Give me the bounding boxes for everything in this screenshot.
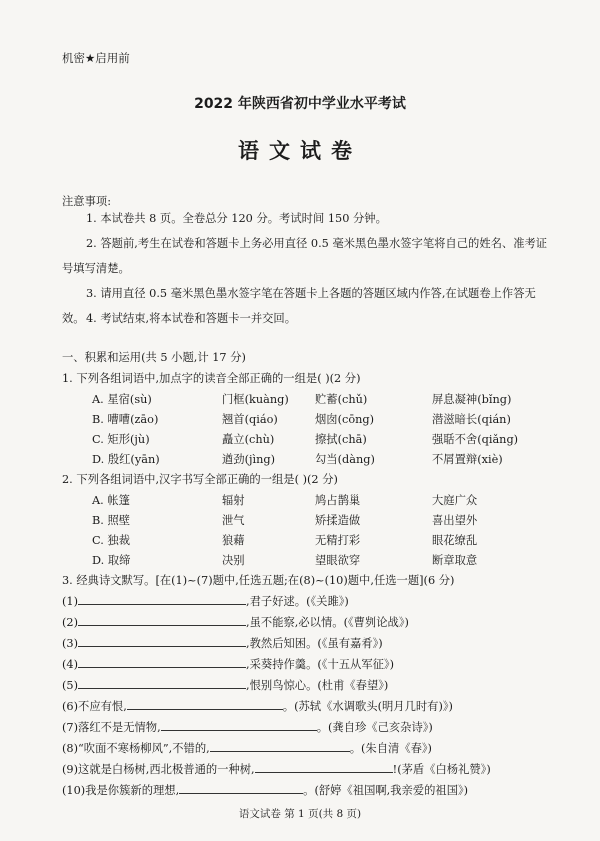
poem-line-before: 落红不是无情物,	[78, 721, 161, 734]
poem-line-after: ,君子好逑。(《关雎》)	[246, 595, 349, 608]
note-item: 2. 答题前,考生在试卷和答题卡上务必用直径 0.5 毫米黑色墨水签字笔将自己的姓名、准考证号填写清楚。	[62, 237, 548, 275]
poem-line-number: (8)	[62, 742, 79, 755]
q2-option-a-1: A. 帐篷	[92, 494, 130, 507]
poem-line-number: (6)	[62, 700, 79, 713]
poem-line-after: ,教然后知困。(《虽有嘉肴》)	[246, 637, 383, 650]
subject-title: 语文试卷	[238, 139, 362, 163]
q2-option-b-3: 矫揉造做	[315, 514, 361, 527]
answer-blank[interactable]	[78, 594, 246, 605]
poem-line-number: (7)	[62, 721, 79, 734]
poem-line	[62, 698, 453, 714]
q1-option-a-4: 屏息凝神(bǐng)	[432, 393, 512, 406]
note-item: 3. 请用直径 0.5 毫米黑色墨水签字笔在答题卡上各题的答题区域内作答,在试题卷上作答无效。	[62, 287, 536, 325]
answer-blank[interactable]	[127, 699, 283, 710]
poem-line-before: 我是你簇新的理想,	[85, 784, 180, 797]
q1-option-d-1: D. 殷红(yān)	[92, 453, 160, 466]
poem-line-number: (2)	[62, 616, 79, 629]
q1-option-a-2: 门框(kuàng)	[222, 393, 289, 406]
q1-option-d-4: 不屑置辩(xiè)	[432, 453, 503, 466]
poem-line	[62, 782, 468, 798]
q2-option-c-3: 无精打彩	[315, 534, 361, 547]
poem-line-number: (9)	[62, 763, 79, 776]
q1-option-b-4: 潜滋暗长(qián)	[432, 413, 511, 426]
poem-line	[62, 656, 394, 672]
q2-option-a-2: 辐射	[222, 494, 245, 507]
q1-option-b-2: 翘首(qiáo)	[222, 413, 278, 426]
q2-option-b-1: B. 照壁	[92, 514, 131, 527]
answer-blank[interactable]	[78, 636, 246, 647]
q1-option-a-3: 贮蓄(chǔ)	[315, 393, 368, 406]
answer-blank[interactable]	[161, 720, 317, 731]
q2-option-a-4: 大庭广众	[432, 494, 478, 507]
answer-blank[interactable]	[210, 741, 350, 752]
q2-option-c-2: 狼藉	[222, 534, 245, 547]
answer-blank[interactable]	[179, 783, 303, 794]
q2-option-d-4: 断章取意	[432, 554, 478, 567]
q1-option-a-1: A. 星宿(sù)	[92, 393, 152, 406]
poem-line-before: 不应有恨,	[78, 700, 127, 713]
answer-blank[interactable]	[78, 678, 246, 689]
question-1-stem: 1. 下列各组词语中,加点字的读音全部正确的一组是( )(2 分)	[62, 372, 361, 385]
q2-option-a-3: 鸠占鹊巢	[315, 494, 361, 507]
poem-line-number: (5)	[62, 679, 79, 692]
poem-line-number: (4)	[62, 658, 79, 671]
poem-line-number: (1)	[62, 595, 79, 608]
note-item: 4. 考试结束,将本试卷和答题卡一并交回。	[86, 312, 297, 325]
poem-line-number: (10)	[62, 784, 86, 797]
section-heading: 一、积累和运用(共 5 小题,计 17 分)	[62, 351, 246, 364]
q2-option-b-4: 喜出望外	[432, 514, 478, 527]
q2-option-c-1: C. 独裁	[92, 534, 131, 547]
poem-line-after: ,采葵持作羹。(《十五从军征》)	[246, 658, 394, 671]
q1-option-c-4: 强聒不舍(qiǎng)	[432, 433, 519, 446]
poem-line	[62, 614, 409, 630]
page-footer: 语文试卷 第 1 页(共 8 页)	[238, 808, 362, 820]
poem-line	[62, 593, 349, 609]
q1-option-c-2: 矗立(chù)	[222, 433, 275, 446]
q2-option-d-1: D. 取缔	[92, 554, 131, 567]
q2-option-c-4: 眼花缭乱	[432, 534, 478, 547]
poem-line	[62, 635, 383, 651]
answer-blank[interactable]	[255, 762, 393, 773]
poem-line-after: 。(舒婷《祖国啊,我亲爱的祖国》)	[303, 784, 469, 797]
answer-blank[interactable]	[78, 657, 246, 668]
note-item: 1. 本试卷共 8 页。全卷总分 120 分。考试时间 150 分钟。	[86, 212, 387, 225]
q1-option-d-3: 勾当(dàng)	[315, 453, 375, 466]
poem-line-before: “吹面不寒杨柳风”,不错的,	[78, 742, 210, 755]
poem-line	[62, 761, 491, 777]
poem-line-after: ,恨别鸟惊心。(杜甫《春望》)	[246, 679, 389, 692]
poem-line-after: 。(苏轼《水调歌头(明月几时有)》)	[282, 700, 453, 713]
q1-option-b-3: 烟囱(cōng)	[315, 413, 375, 426]
question-3-stem: 3. 经典诗文默写。[在(1)~(7)题中,任选五题;在(8)~(10)题中,任选一题](6 分)	[62, 574, 455, 587]
poem-line-after: 。(朱自清《春》)	[349, 742, 432, 755]
q1-option-d-2: 遒劲(jìng)	[222, 453, 276, 466]
poem-line	[62, 719, 433, 735]
q2-option-d-2: 决别	[222, 554, 245, 567]
q1-option-c-3: 擦拭(chā)	[315, 433, 367, 446]
q2-option-d-3: 望眼欲穿	[315, 554, 361, 567]
poem-line-after: 。(龚自珍《己亥杂诗》)	[316, 721, 433, 734]
poem-line	[62, 740, 432, 756]
poem-line-before: 这就是白杨树,西北极普通的一种树,	[78, 763, 255, 776]
q1-option-c-1: C. 矩形(jù)	[92, 433, 150, 446]
q1-option-b-1: B. 嘈嘈(zāo)	[92, 413, 159, 426]
poem-line	[62, 677, 388, 693]
confidential-mark: 机密★启用前	[62, 51, 130, 65]
exam-title: 2022 年陕西省初中学业水平考试	[194, 96, 406, 112]
question-2-stem: 2. 下列各组词语中,汉字书写全部正确的一组是( )(2 分)	[62, 473, 338, 486]
poem-line-after: !(茅盾《白杨礼赞》)	[392, 763, 491, 776]
answer-blank[interactable]	[78, 615, 246, 626]
notes-heading: 注意事项:	[62, 195, 111, 208]
poem-line-after: ,虽不能察,必以情。(《曹刿论战》)	[246, 616, 409, 629]
poem-line-number: (3)	[62, 637, 79, 650]
q2-option-b-2: 泄气	[222, 514, 245, 527]
